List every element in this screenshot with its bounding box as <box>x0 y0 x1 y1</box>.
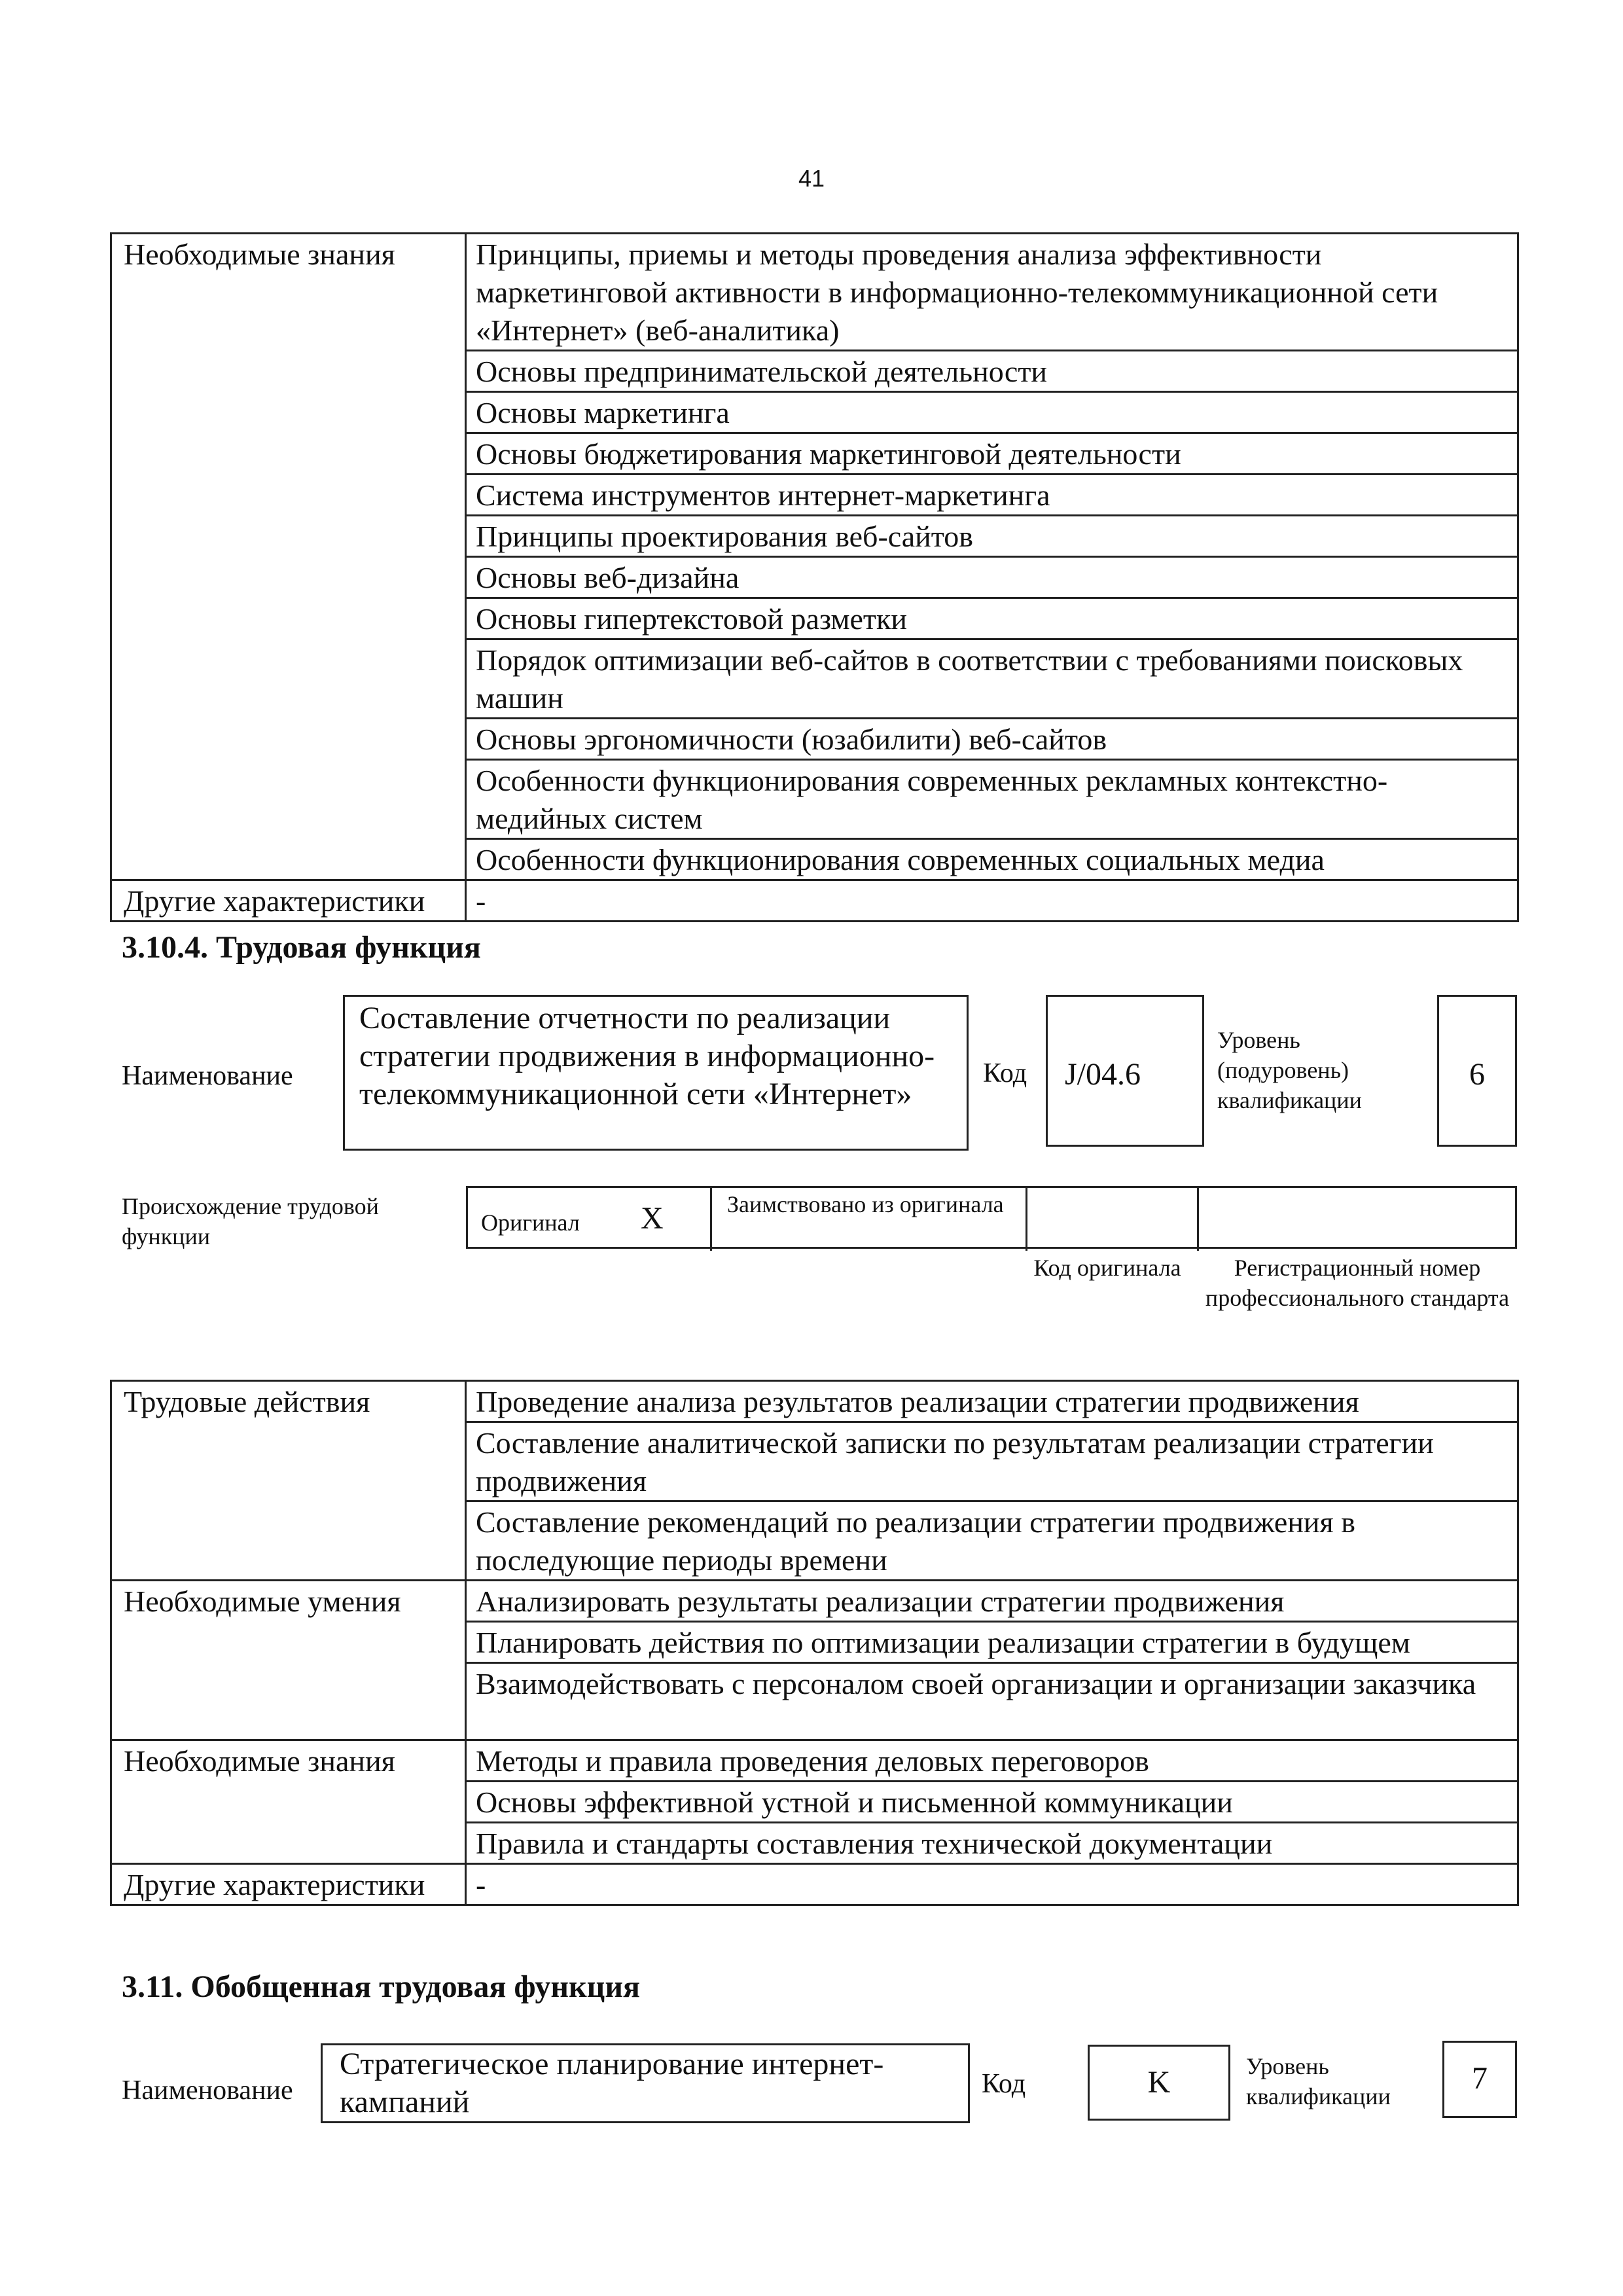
divider <box>1197 1188 1199 1251</box>
code-box <box>1046 995 1204 1147</box>
other-characteristics-value: - <box>466 1864 1518 1905</box>
knowledge-item: Принципы, приемы и методы проведения анализа эффективности маркетинговой активности в информационно-телекоммуникационной сети «Интернет» (веб-аналитика) <box>466 234 1518 351</box>
knowledge-item: Принципы проектирования веб-сайтов <box>466 516 1518 557</box>
other-characteristics-label: Другие характеристики <box>111 1864 466 1905</box>
level-label: Уровень квалификации <box>1246 2053 1391 2109</box>
other-characteristics-label: Другие характеристики <box>111 880 466 922</box>
name-label: Наименование <box>122 1061 293 1091</box>
name-label: Наименование <box>122 2075 293 2106</box>
knowledge-item: Методы и правила проведения деловых переговоров <box>466 1740 1518 1782</box>
action-item: Проведение анализа результатов реализации стратегии продвижения <box>466 1381 1518 1422</box>
table-row <box>111 234 1518 351</box>
knowledge-table <box>110 232 1519 922</box>
code-label: Код <box>982 2069 1026 2099</box>
name-box <box>343 995 969 1151</box>
table-row <box>111 1740 1518 1782</box>
code-value: K <box>1147 2065 1171 2100</box>
knowledge-item: Правила и стандарты составления технической документации <box>466 1823 1518 1864</box>
knowledge-item: Порядок оптимизации веб-сайтов в соответствии с требованиями поисковых машин <box>466 639 1518 719</box>
other-characteristics-value: - <box>466 880 1518 922</box>
knowledge-item: Основы маркетинга <box>466 392 1518 433</box>
origin-box <box>466 1186 1517 1249</box>
section-heading-3-11: 3.11. Обобщенная трудовая функция <box>122 1969 640 2004</box>
code-box <box>1088 2045 1230 2121</box>
knowledge-item: Особенности функционирования современных социальных медиа <box>466 839 1518 880</box>
level-box <box>1442 2041 1517 2118</box>
code-label: Код <box>983 1058 1027 1088</box>
action-item: Составление рекомендаций по реализации стратегии продвижения в последующие периоды времени <box>466 1501 1518 1581</box>
original-mark: X <box>641 1201 664 1236</box>
original-label: Оригинал <box>481 1210 580 1236</box>
function-details-table <box>110 1380 1519 1906</box>
skill-item: Анализировать результаты реализации стратегии продвижения <box>466 1581 1518 1622</box>
skill-item: Планировать действия по оптимизации реализации стратегии в будущем <box>466 1622 1518 1663</box>
function-name: Стратегическое планирование интернет-кампаний <box>340 2047 884 2119</box>
knowledge-item: Основы веб-дизайна <box>466 557 1518 598</box>
divider <box>710 1188 712 1251</box>
skills-label: Необходимые умения <box>111 1581 466 1740</box>
knowledge-item: Система инструментов интернет-маркетинга <box>466 475 1518 516</box>
table-row <box>111 1381 1518 1422</box>
knowledge-label: Необходимые знания <box>111 1740 466 1864</box>
knowledge-item: Основы гипертекстовой разметки <box>466 598 1518 639</box>
section-heading-3-10-4: 3.10.4. Трудовая функция <box>122 930 481 965</box>
knowledge-item: Основы эффективной устной и письменной коммуникации <box>466 1782 1518 1823</box>
function-name: Составление отчетности по реализации стратегии продвижения в информационно-телекоммуникационной сети «Интернет» <box>359 1001 935 1111</box>
code-original-caption: Код оригинала <box>1033 1255 1181 1281</box>
table-row <box>111 880 1518 922</box>
divider <box>1026 1188 1027 1251</box>
level-value: 6 <box>1469 1057 1485 1092</box>
knowledge-item: Основы эргономичности (юзабилити) веб-сайтов <box>466 719 1518 760</box>
name-box <box>321 2043 970 2123</box>
knowledge-item: Особенности функционирования современных рекламных контекстно-медийных систем <box>466 760 1518 839</box>
actions-label: Трудовые действия <box>111 1381 466 1581</box>
level-label: Уровень (подуровень) квалификации <box>1217 1027 1362 1113</box>
level-box <box>1437 995 1517 1147</box>
action-item: Составление аналитической записки по результатам реализации стратегии продвижения <box>466 1422 1518 1501</box>
page-number: 41 <box>798 165 825 192</box>
level-value: 7 <box>1472 2061 1488 2096</box>
table-row <box>111 1864 1518 1905</box>
knowledge-item: Основы бюджетирования маркетинговой деятельности <box>466 433 1518 475</box>
borrowed-label: Заимствовано из оригинала <box>727 1191 1004 1217</box>
knowledge-item: Основы предпринимательской деятельности <box>466 351 1518 392</box>
origin-label: Происхождение трудовой функции <box>122 1193 379 1249</box>
table-row <box>111 1581 1518 1622</box>
reg-number-caption: Регистрационный номер профессионального стандарта <box>1205 1255 1510 1311</box>
skill-item: Взаимодействовать с персоналом своей организации и организации заказчика <box>466 1663 1518 1740</box>
knowledge-label: Необходимые знания <box>111 234 466 880</box>
code-value: J/04.6 <box>1065 1057 1141 1092</box>
